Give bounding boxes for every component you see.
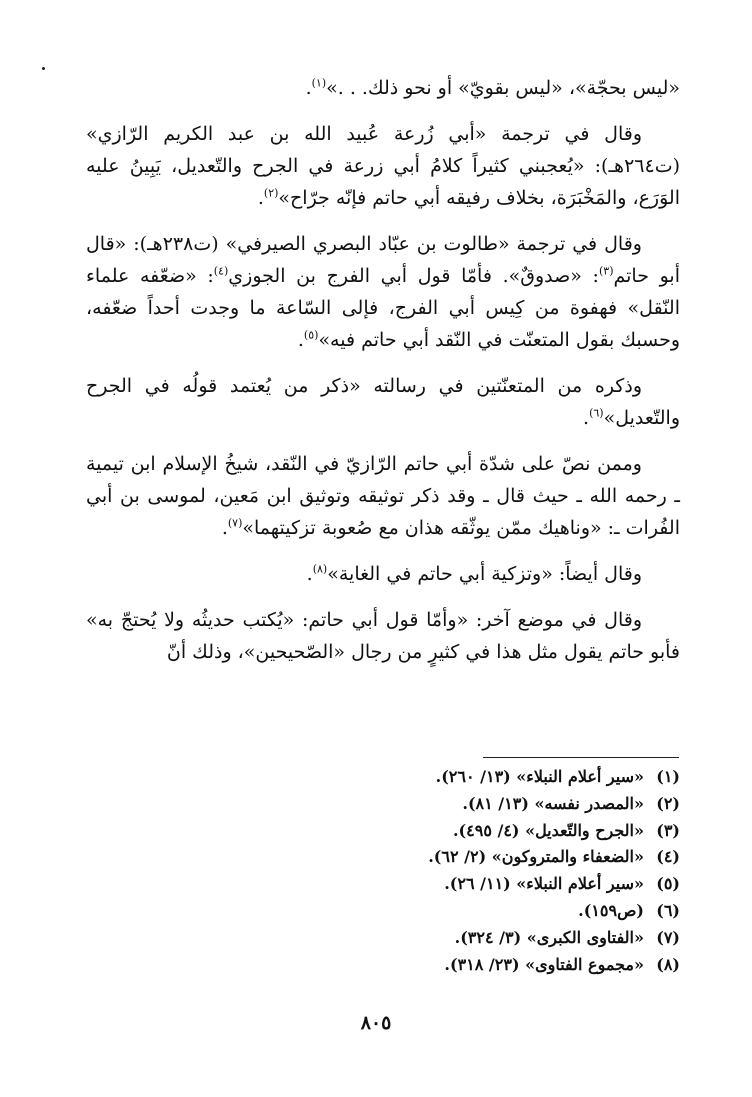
footnote <box>80 818 680 845</box>
footnote <box>80 764 680 791</box>
footnote <box>80 898 680 925</box>
paragraph-1: «ليس بحجّة»، «ليس بقويّ» أو نحو ذلك. . .»$^{(١)}$. <box>305 76 680 99</box>
footnote-ref: (١) <box>311 76 327 90</box>
footnote-number: (٤) <box>656 847 680 867</box>
footnote-number: (٥) <box>656 874 680 894</box>
footnote <box>80 952 680 979</box>
main-text <box>86 72 680 682</box>
footnote-number: (٧) <box>656 927 680 947</box>
paragraph-6: وقال أيضاً: «وتزكية أبي حاتم في الغاية»$^{(٨)}$. <box>306 562 642 585</box>
paragraph-7: وقال في موضع آخر: «وأمّا قول أبي حاتم: «يُكتب حديثُه ولا يُحتجّ به» فأبو حاتم يقول مثل هذا في كثيرٍ من رجال «الصّحيحين»، وذلك أنّ <box>86 609 680 663</box>
footnote-number: (٣) <box>656 820 680 840</box>
footnote-text: «سير أعلام النبلاء» (١٣/ ٢٦٠). <box>435 767 644 786</box>
paragraph-3: وقال في ترجمة «طالوت بن عبّاد البصري الصيرفي» (ت٢٣٨هـ): «قال أبو حاتم$^{(٣)}$: «صدوقٌ». فأمّا قول أبي الفرج بن الجوزي$^{(٤)}$: «ضعّفه علماء النّقل» فهفوة من كِيس أبي الفرج، فإلى السّاعة ما وجدت أحداً ضعّفه، وحسبك بقول المتعنّت في النّقد أبي حاتم فيه»$^{(٥)}$. <box>86 233 680 351</box>
footnote-ref: (٨) <box>312 562 328 576</box>
footnotes <box>80 764 680 978</box>
footnote-divider <box>483 757 679 758</box>
footnote-ref: (٦) <box>589 406 604 420</box>
footnote-number: (٢) <box>656 793 680 813</box>
footnote-text: «الجرح والتّعديل» (٤/ ٤٩٥). <box>452 820 644 840</box>
footnote <box>80 871 680 898</box>
footnote-ref: (٤) <box>213 264 229 278</box>
page-number: ٨٠٥ <box>360 1012 392 1034</box>
footnote-ref: (٢) <box>263 186 279 200</box>
footnote-text: «الضعفاء والمتروكون» (٢/ ٦٢). <box>428 847 644 867</box>
footnote-ref: (٥) <box>303 328 319 342</box>
footnote-number: (٨) <box>656 954 680 974</box>
footnote-text: (ص١٥٩). <box>578 900 644 920</box>
footnote-text: «سير أعلام النبلاء» (١١/ ٢٦). <box>444 874 644 894</box>
footnote <box>80 791 680 818</box>
footnote-ref: (٧) <box>227 516 243 530</box>
footnote-number: (١) <box>656 767 680 786</box>
footnote-ref: (٣) <box>598 264 614 278</box>
paragraph-4: وذكره من المتعنّتين في رسالته «ذكر من يُعتمد قولُه في الجرح والتّعديل»$^{(٦)}$. <box>86 375 680 429</box>
paragraph-5: وممن نصّ على شدّة أبي حاتم الرّازيّ في النّقد، شيخُ الإسلام ابن تيمية ـ رحمه الله ـ حيث قال ـ وقد ذكر توثيقه وتوثيق ابن مَعين، لموسى بن أبي الفُرات ـ: «وناهيك ممّن يوثّقه هذان مع صُعوبة تزكيتهما»$^{(٧)}$. <box>86 453 680 539</box>
footnote-number: (٦) <box>656 900 680 920</box>
page-mark <box>42 67 45 70</box>
footnote-text: «مجموع الفتاوى» (٢٣/ ٣١٨). <box>444 954 644 974</box>
paragraph-2: وقال في ترجمة «أبي زُرعة عُبيد الله بن عبد الكريم الرّازي» (ت٢٦٤هـ): «يُعجبني كثيراً كلامُ أبي زرعة في الجرح والتّعديل، يَبِينُ عليه الوَرَع، والمَخْبَرَة، بخلاف رفيقه أبي حاتم فإنّه جرّاح»$^{(٢)}$. <box>86 123 680 209</box>
footnote-text: «الفتاوى الكبرى» (٣/ ٣٢٤). <box>454 927 644 947</box>
footnote <box>80 925 680 952</box>
footnote <box>80 844 680 871</box>
footnote-text: «المصدر نفسه» (١٣/ ٨١). <box>462 793 644 813</box>
